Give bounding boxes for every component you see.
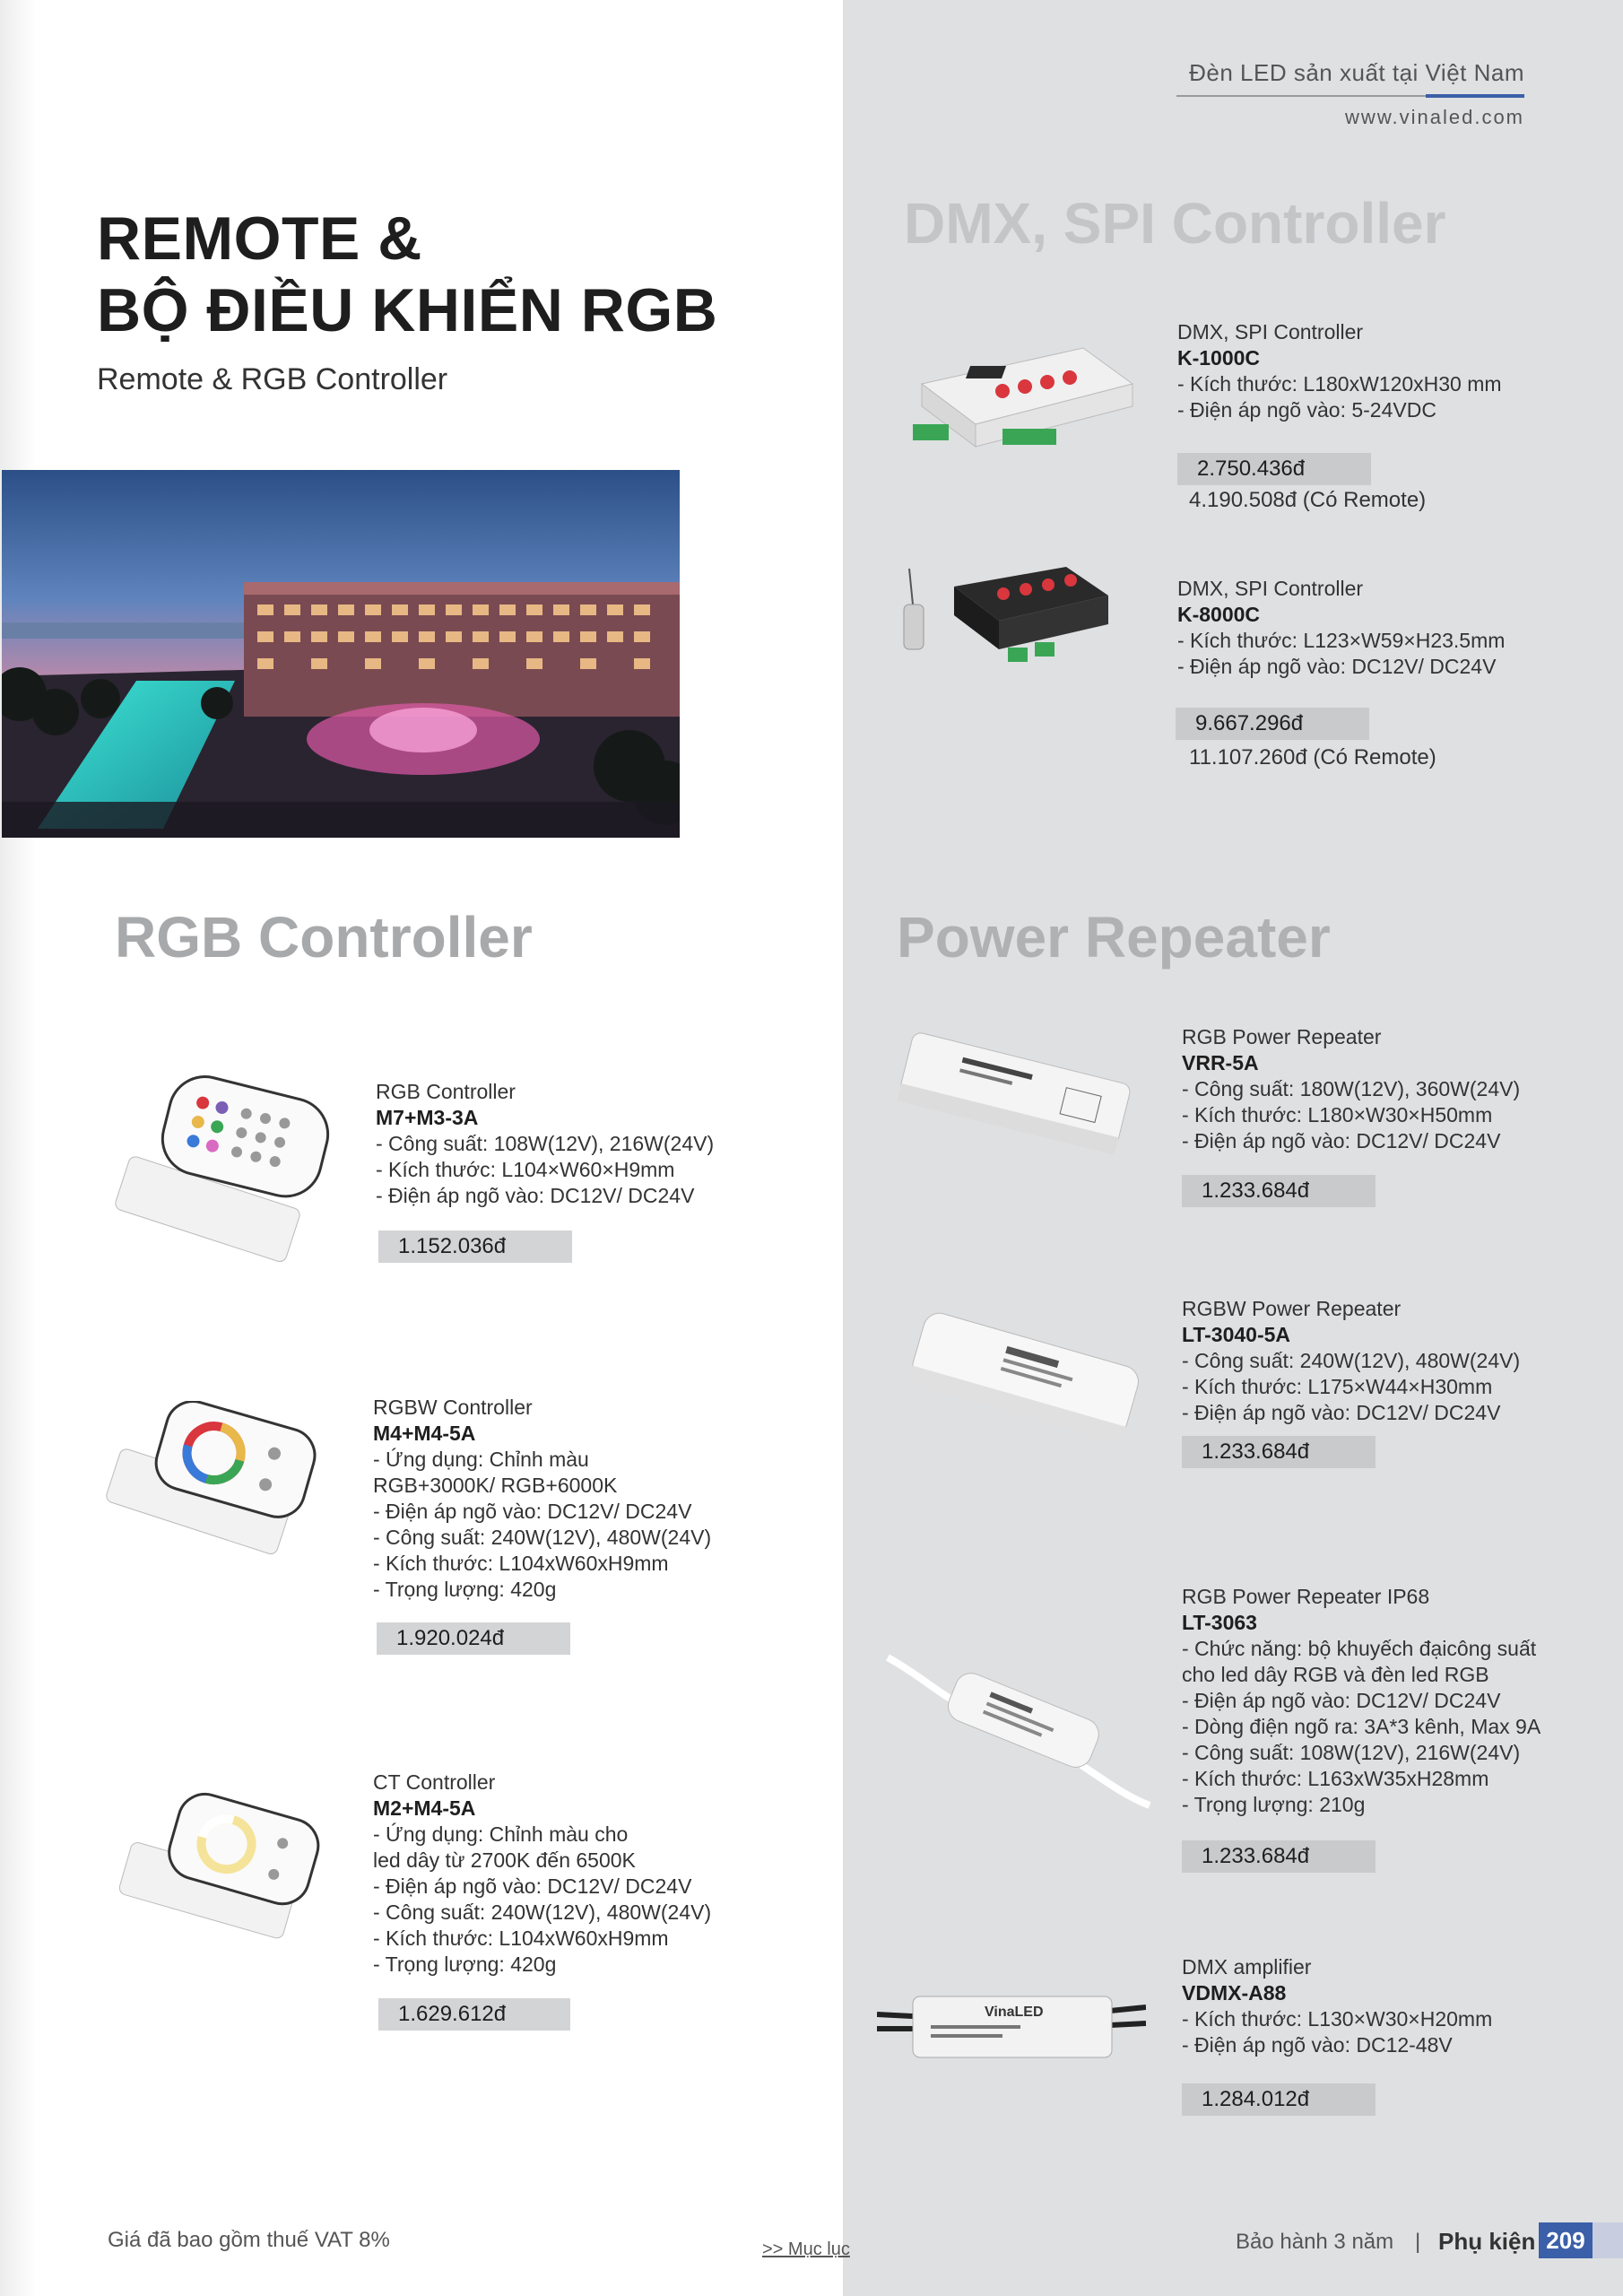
section-heading-rgb: RGB Controller	[115, 905, 533, 970]
vdmx-a88-product-image	[877, 1970, 1146, 2082]
page-title-line1: REMOTE &	[97, 204, 422, 273]
price-m7-m3-3a: 1.152.036đ	[378, 1231, 572, 1263]
product-category: DMX, SPI Controller	[1177, 320, 1364, 344]
product-spec: - Điện áp ngõ vào: DC12V/ DC24V	[1182, 1129, 1501, 1152]
product-spec: cho led dây RGB và đèn led RGB	[1182, 1663, 1489, 1686]
warranty-note: Bảo hành 3 năm	[1236, 2230, 1394, 2254]
price-m2-m4-5a: 1.629.612đ	[378, 1998, 570, 2031]
price-lt-3040-5a: 1.233.684đ	[1182, 1436, 1376, 1468]
product-spec: - Công suất: 240W(12V), 480W(24V)	[1182, 1349, 1521, 1372]
dmx-product-k1000c	[1177, 319, 1502, 423]
product-code: M7+M3-3A	[376, 1106, 479, 1129]
power-product-lt-3063	[1182, 1584, 1541, 1818]
page-title-line2: BỘ ĐIỀU KHIỂN RGB	[97, 276, 718, 344]
product-spec: - Trọng lượng: 420g	[373, 1952, 557, 1976]
product-spec: - Công suất: 108W(12V), 216W(24V)	[1182, 1741, 1521, 1764]
rgb-product-m4-m4-5a	[373, 1395, 711, 1603]
price-k1000c: 2.750.436đ	[1177, 453, 1371, 485]
product-spec: - Dòng điện ngõ ra: 3A*3 kênh, Max 9A	[1182, 1715, 1541, 1738]
product-code: M4+M4-5A	[373, 1422, 476, 1445]
resort-night-photo	[2, 470, 680, 838]
product-spec: RGB+3000K/ RGB+6000K	[373, 1474, 618, 1497]
price-vdmx-a88: 1.284.012đ	[1182, 2083, 1376, 2116]
product-spec: - Ứng dụng: Chỉnh màu	[373, 1448, 589, 1471]
footer-section-name: Phụ kiện	[1438, 2228, 1536, 2255]
product-spec: - Điện áp ngõ vào: DC12V/ DC24V	[373, 1500, 692, 1523]
product-spec: - Điện áp ngõ vào: DC12-48V	[1182, 2033, 1453, 2057]
product-spec: - Ứng dụng: Chỉnh màu cho	[373, 1822, 629, 1846]
product-spec: - Trọng lượng: 420g	[373, 1578, 557, 1601]
product-spec: - Kích thước: L130×W30×H20mm	[1182, 2007, 1493, 2031]
product-spec: - Chức năng: bộ khuyếch đạicông suất	[1182, 1637, 1537, 1660]
product-code: VRR-5A	[1182, 1051, 1259, 1074]
product-category: RGB Power Repeater IP68	[1182, 1585, 1430, 1608]
price-vrr-5a: 1.233.684đ	[1182, 1175, 1376, 1207]
product-code: K-1000C	[1177, 346, 1261, 370]
price-lt-3063: 1.233.684đ	[1182, 1840, 1376, 1873]
lt-3063-product-image	[884, 1622, 1153, 1814]
product-spec: - Công suất: 240W(12V), 480W(24V)	[373, 1900, 712, 1924]
product-spec: - Điện áp ngõ vào: 5-24VDC	[1177, 398, 1436, 422]
product-spec: - Kích thước: L104xW60xH9mm	[373, 1926, 669, 1950]
product-spec: - Điện áp ngõ vào: DC12V/ DC24V	[373, 1874, 692, 1898]
k1000c-product-image	[904, 339, 1141, 460]
vat-note: Giá đã bao gồm thuế VAT 8%	[108, 2228, 390, 2252]
power-product-vdmx-a88	[1182, 1954, 1492, 2058]
product-category: RGB Power Repeater	[1182, 1025, 1382, 1048]
product-code: VDMX-A88	[1182, 1981, 1287, 2005]
product-spec: - Kích thước: L163xW35xH28mm	[1182, 1767, 1489, 1790]
rgb-product-m2-m4-5a	[373, 1770, 711, 1978]
vrr-5a-product-image	[893, 1022, 1144, 1179]
price-k1000c-remote: 4.190.508đ (Có Remote)	[1189, 488, 1427, 512]
table-of-contents-link[interactable]: >> Mục lục	[762, 2239, 850, 2259]
price-k8000c-remote: 11.107.260đ (Có Remote)	[1189, 745, 1436, 770]
vinaled-logo-text: VinaLED	[985, 2005, 1044, 2020]
power-product-vrr-5a	[1182, 1024, 1520, 1154]
price-k8000c: 9.667.296đ	[1176, 708, 1369, 740]
product-spec: - Điện áp ngõ vào: DC12V/ DC24V	[1182, 1689, 1501, 1712]
product-category: RGB Controller	[376, 1080, 516, 1103]
product-code: K-8000C	[1177, 603, 1261, 626]
product-spec: - Kích thước: L175×W44×H30mm	[1182, 1375, 1493, 1398]
product-spec: - Kích thước: L180xW120xH30 mm	[1177, 372, 1502, 396]
m4-m4-5a-product-image	[106, 1401, 330, 1585]
product-spec: led dây từ 2700K đến 6500K	[373, 1848, 636, 1872]
dmx-product-k8000c	[1177, 576, 1505, 680]
m2-m4-5a-product-image	[118, 1792, 334, 1976]
product-spec: - Điện áp ngõ vào: DC12V/ DC24V	[376, 1184, 695, 1207]
section-heading-power-repeater: Power Repeater	[897, 905, 1331, 970]
product-category: DMX, SPI Controller	[1177, 577, 1364, 600]
product-spec: - Công suất: 108W(12V), 216W(24V)	[376, 1132, 715, 1155]
product-code: LT-3063	[1182, 1611, 1257, 1634]
footer-separator: |	[1415, 2230, 1421, 2254]
product-spec: - Kích thước: L104xW60xH9mm	[373, 1552, 669, 1575]
left-edge-shade	[0, 0, 36, 2296]
price-m4-m4-5a: 1.920.024đ	[377, 1622, 570, 1655]
lt-3040-5a-product-image	[900, 1308, 1148, 1465]
k8000c-product-image	[900, 560, 1115, 686]
product-spec: - Kích thước: L104×W60×H9mm	[376, 1158, 675, 1181]
brand-tagline: Đèn LED sản xuất tại Việt Nam	[1189, 59, 1524, 86]
product-spec: - Điện áp ngõ vào: DC12V/ DC24V	[1177, 655, 1497, 678]
product-category: DMX amplifier	[1182, 1955, 1312, 1979]
product-spec: - Điện áp ngõ vào: DC12V/ DC24V	[1182, 1401, 1501, 1424]
product-category: RGBW Power Repeater	[1182, 1297, 1402, 1320]
product-category: RGBW Controller	[373, 1396, 533, 1419]
product-spec: - Kích thước: L123×W59×H23.5mm	[1177, 629, 1506, 652]
page-subtitle: Remote & RGB Controller	[97, 362, 448, 396]
tagline-accent-bar	[1426, 94, 1524, 98]
website-link[interactable]: www.vinaled.com	[1345, 106, 1524, 128]
page-number-tab	[1593, 2222, 1623, 2258]
page-number: 209	[1539, 2222, 1593, 2258]
product-code: M2+M4-5A	[373, 1796, 476, 1820]
page-title	[97, 203, 717, 346]
rgb-product-m7-m3-3a	[376, 1079, 714, 1209]
section-heading-dmx: DMX, SPI Controller	[904, 191, 1446, 256]
product-spec: - Công suất: 180W(12V), 360W(24V)	[1182, 1077, 1521, 1100]
product-spec: - Trọng lượng: 210g	[1182, 1793, 1366, 1816]
power-product-lt-3040-5a	[1182, 1296, 1520, 1426]
product-spec: - Công suất: 240W(12V), 480W(24V)	[373, 1526, 712, 1549]
m7-m3-3a-product-image	[115, 1073, 339, 1292]
product-code: LT-3040-5A	[1182, 1323, 1291, 1346]
product-spec: - Kích thước: L180×W30×H50mm	[1182, 1103, 1493, 1126]
product-category: CT Controller	[373, 1770, 496, 1794]
